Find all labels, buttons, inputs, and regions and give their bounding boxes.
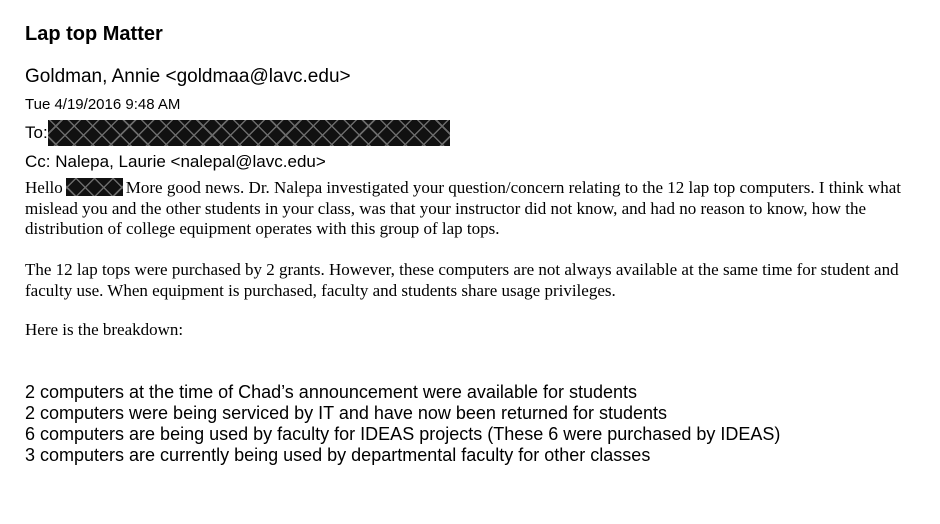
list-item: 2 computers at the time of Chad’s announcement were available for students <box>25 382 638 402</box>
redacted-recipient <box>48 120 450 146</box>
paragraph-1-text: More good news. Dr. Nalepa investigated your question/concern relating to the 12 lap top computers. I think what mislead you and the other students in your class, was that your instructor did not know, and had no reason to know, how the distribution of college equipment operates with this group of lap tops. <box>25 178 901 238</box>
email-paragraph-1 <box>25 178 925 240</box>
list-item: 6 computers are being used by faculty for IDEAS projects (These 6 were purchased by IDEAS) <box>25 424 781 444</box>
email-paragraph-3: Here is the breakdown: <box>25 320 184 339</box>
email-cc: Cc: Nalepa, Laurie <nalepal@lavc.edu> <box>25 152 326 171</box>
email-date: Tue 4/19/2016 9:48 AM <box>25 96 181 113</box>
redacted-name <box>66 178 123 196</box>
email-subject: Lap top Matter <box>25 23 163 45</box>
email-recipient-row <box>25 120 450 146</box>
breakdown-list <box>25 382 780 466</box>
list-item: 2 computers were being serviced by IT and have now been returned for students <box>25 403 668 423</box>
list-item: 3 computers are currently being used by departmental faculty for other classes <box>25 445 651 465</box>
email-sender: Goldman, Annie <goldmaa@lavc.edu> <box>25 66 351 87</box>
greeting: Hello <box>25 178 63 197</box>
to-label: To: <box>25 123 48 142</box>
email-paragraph-2: The 12 lap tops were purchased by 2 grants. However, these computers are not always available at the same time for student and faculty use. When equipment is purchased, faculty and students share usage privileges. <box>25 260 899 300</box>
